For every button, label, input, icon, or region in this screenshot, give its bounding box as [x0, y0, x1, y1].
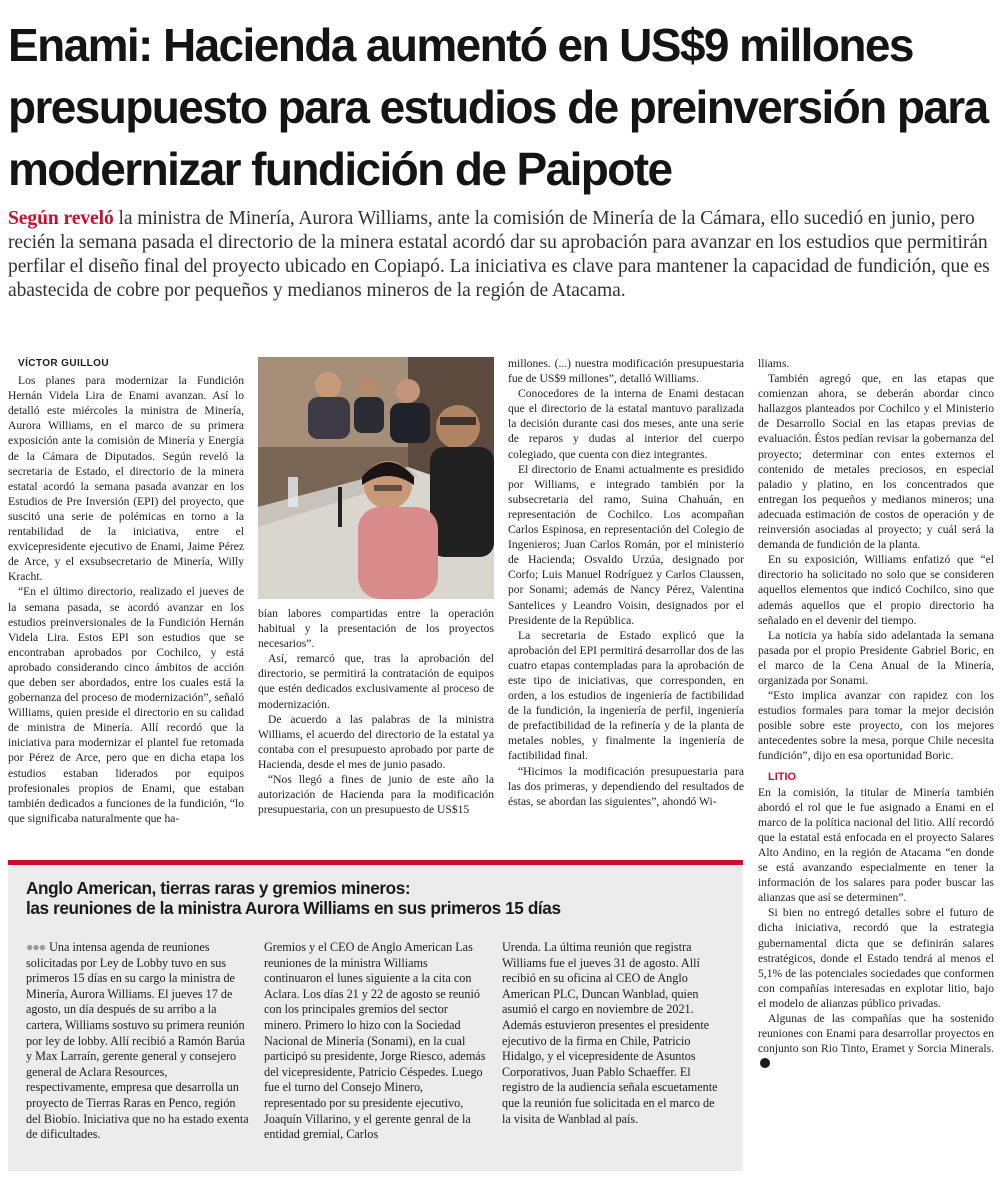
sidebar-title: [26, 878, 726, 918]
sidebar-column-2: [264, 940, 488, 1165]
body-paragraph: bían labores compartidas entre la operación habitual y la presentación de los proyectos necesarios”.: [258, 607, 494, 651]
article-column-1: [8, 356, 244, 849]
body-paragraph: “Nos llegó a fines de junio de este año la autorización de Hacienda para la modificación presupuestaria, con un presupuesto de US$15: [258, 773, 494, 817]
body-paragraph: En su exposición, Williams enfatizó que “el directorio ha solicitado no solo que se consideren aquellos elementos que indicó Cochilco, sino que además aquellos que el propio directorio ha señalado en el devenir del tiempo.: [758, 553, 994, 627]
body-paragraph: [758, 1011, 994, 1071]
body-paragraph: También agregó que, en las etapas que comienzan ahora, se deberán abordar cinco hallazgos planteados por Cochilco y el Ministerio de Desarrollo Social en las etapas previas de evaluación. Éstos pedían revisar la gobernanza del proyecto; determinar con entes externos el contenido de metales preciosos, en especial paladio y platino, en los concentrados que entregan los pequeños y medianos mineros; una adecuada estimación de costos de operación y de reinversión asociadas al proyecto; y cuál será la demanda de fundición de la planta.: [758, 372, 994, 552]
sidebar-title-line-1: Anglo American, tierras raras y gremios mineros:: [26, 878, 411, 898]
headline: Enami: Hacienda aumentó en US$9 millones presupuesto para estudios de preinversión para modernizar fundición de Paipote: [8, 19, 988, 195]
sidebar-text: Gremios y el CEO de Anglo American Las reuniones de la ministra Williams continuaron el lunes siguiente a la cita con Aclara. Los días 21 y 22 de agosto se reunió con los principales gremios del sector minero. Primero lo hizo con la Sociedad Nacional de Minería (Sonami), en la cual participó su presidente, Jorge Riesco, además del vicepresidente, Patricio Céspedes. Luego fue el turno del Consejo Minero, representado por su presidente ejecutivo, Joaquín Villarino, y el gerente genral de la entidad gremial, Carlos: [264, 940, 486, 1142]
closing-sentence: Algunas de las compañías que ha sostenido reuniones con Enami para desarrollar proyectos en conjunto son Rio Tinto, Eramet y Sorcia Minerals.: [758, 1012, 994, 1056]
body-paragraph: La secretaria de Estado explicó que la aprobación del EPI permitirá desarrollar dos de las cuatro etapas contempladas para la aprobación de este tipo de iniciativas, que corresponden, en orden, a los estudios de ingeniería de factibilidad de la fundición, la ingeniería de perfil, ingeniería de prefactibilidad de la refinería y de la planta de metales nobles, y finalmente la ingeniería de factibilidad final.: [508, 628, 744, 763]
lead-text: la ministra de Minería, Aurora Williams, ante la comisión de Minería de la Cámara, ello sucedió en junio, pero recién la semana pasada el directorio de la minera estatal acordó dar su aprobación para avanzar en los estudios que permitirán perfilar el diseño final del proyecto ubicado en Copiapó. La iniciativa es clave para mantener la capacidad de fundición, que es abastecida de cobre por pequeños y medianos mineros de la región de Atacama.: [8, 208, 990, 301]
sidebar-text: Una intensa agenda de reuniones solicitadas por Ley de Lobby tuvo en sus primeros 15 días en su cargo la ministra de Minería, Aurora Williams. El jueves 17 de agosto, un día después de su arribo a la cartera, Williams sostuvo su primera reunión por ley de lobby. Allí recibió a Ramón Barúa y Max Larraín, gerente general y consejero general de Aclara Resources, respectivamente, empresa que desarrolla un proyecto de Tierras Raras en Penco, región del Biobío. Iniciativa que no ha estado exenta de dificultades.: [26, 940, 249, 1142]
body-paragraph: Conocedores de la interna de Enami destacan que el directorio de la estatal mantuvo paralizada la decisión durante casi dos meses, ante una serie de reparos y dudas al interior del cuerpo colegiado, que cuenta con diez integrantes.: [508, 387, 744, 461]
body-paragraph: La noticia ya había sido adelantada la semana pasada por el propio Presidente Gabriel Boric, en el marco de la Cena Anual de la Minería, organizada por Sonami.: [758, 628, 994, 687]
sidebar-column-1: [26, 940, 250, 1165]
section-subhead: LITIO: [768, 770, 797, 783]
article-column-3: [508, 356, 744, 849]
body-paragraph: “En el último directorio, realizado el jueves de la semana pasada, se acordó avanzar en los estudios preinversionales de la Fundición Hernán Videla Lira. Estos EPI son estudios que se encontraban aprobados por Cochilco, y está aprobado considerando cinco ámbitos de acción que deben ser abordados, entre los cuales está la gobernanza del proceso de modernización”, señaló Williams, quien preside el directorio en su calidad de ministra de Minería. Allí recordó que la iniciativa para modernizar el plantel fue retomada por Pérez de Arce, pero que en dicha etapa los estudios estaban liderados por equipos profesionales propios de Enami, que estaban también dedicados a funciones de la fundición, “lo que significaba naturalmente que ha-: [8, 585, 244, 825]
meeting-photo-illustration: [258, 357, 494, 599]
body-paragraph: millones. (...) nuestra modificación presupuestaria fue de US$9 millones”, detalló Williams.: [508, 357, 744, 386]
meeting-photo: [258, 357, 494, 599]
body-paragraph: Los planes para modernizar la Fundición Hernán Videla Lira de Enami avanzan. Así lo detalló este miércoles la ministra de Minería, Aurora Williams, en el marco de su primera exposición ante la comisión de Minería y Energía de la Cámara de Diputados. Según reveló la secretaria de Estado, el directorio de la minera estatal acordó la semana pasada avanzar en los Estudios de Pre Inversión (EPI) del proyecto, que suscitó una serie de polémicas en torno a la rentabilidad de la iniciativa, entre el exvicepresidente ejecutivo de Enami, Jaime Pérez de Arce, y el exsubsecretario de Minería, Willy Kracht.: [8, 374, 244, 584]
lead-kicker: Según reveló: [8, 208, 114, 229]
end-mark-icon: [760, 1058, 770, 1068]
body-paragraph: Si bien no entregó detalles sobre el futuro de dicha iniciativa, recordó que la estrategia gubernamental dicta que se definirán salares estratégicos, donde el Estado tendrá al menos el 5,1% de las potenciales sociedades que conformen con compañías interesadas en explotar litio, bajo el modelo de alianzas público privadas.: [758, 906, 994, 1010]
lead-paragraph: [8, 207, 992, 303]
body-paragraph: Así, remarcó que, tras la aprobación del directorio, se permitirá la contratación de equipos que estén dedicados exclusivamente al proceso de modernización.: [258, 652, 494, 711]
bullet-dots-icon: ●●●: [26, 940, 46, 954]
body-paragraph: “Hicimos la modificación presupuestaria para las dos primeras, y dependiendo del resultados de éstas, se abordan las siguientes”, ahondó Wi-: [508, 764, 744, 808]
body-paragraph: De acuerdo a las palabras de la ministra Williams, el acuerdo del directorio de la estatal ya contaba con el presupuesto aprobado por parte de Hacienda, desde el mes de junio pasado.: [258, 712, 494, 771]
article-column-4: [758, 356, 994, 1174]
sidebar-text: Urenda. La última reunión que registra Williams fue el jueves 31 de agosto. Allí recibió en su oficina al CEO de Anglo American PLC, Duncan Wanblad, quien asumió el cargo en noviembre de 2021. Además estuvieron presentes el presidente ejecutivo de la firma en Chile, Patricio Hidalgo, y el vicepresidente de Asuntos Corporativos, Juan Pablo Schaeffer. El registro de la audiencia señala escuetamente que la reunión fue solicitada en el marco de la visita de Wanblad al país.: [502, 940, 718, 1126]
article-column-2: [258, 606, 494, 849]
body-paragraph: lliams.: [758, 357, 790, 370]
body-paragraph: “Esto implica avanzar con rapidez con los estudios formales para tomar la mejor decisión posible sobre este proyecto, con los mejores antecedentes sobre la mesa, porque Chile necesita fundición”, dijo en esa oportunidad Boric.: [758, 689, 994, 763]
body-paragraph: El directorio de Enami actualmente es presidido por Williams, e integrado también por la subsecretaria del ramo, Suina Chahuán, en representación de Cochilco. Los acompañan Carlos Espinosa, en representación del Colegio de Ingenieros; Juan Carlos Román, por el ministerio de Hacienda; Osvaldo Urzúa, designado por Corfo; Luis Manuel Rodríguez y Carlos Claussen, por Sonami; además de Nancy Pérez, Valentina Santelices y Leandro Voisin, designados por el Presidente de la República.: [508, 462, 744, 627]
body-paragraph: En la comisión, la titular de Minería también abordó el rol que le fue asignado a Enami en el marco de la política nacional del litio. Allí recordó que la estatal está enfocada en el proyecto Salares Alto Andino, en la región de Atacama “en donde se está avanzando especialmente en tener la información de los salares para poder buscar las alianzas que así se determinen”.: [758, 785, 994, 905]
sidebar-column-3: [502, 940, 726, 1165]
author-byline: VÍCTOR GUILLOU: [18, 358, 109, 369]
sidebar-title-line-2: las reuniones de la ministra Aurora Williams en sus primeros 15 días: [26, 898, 561, 918]
